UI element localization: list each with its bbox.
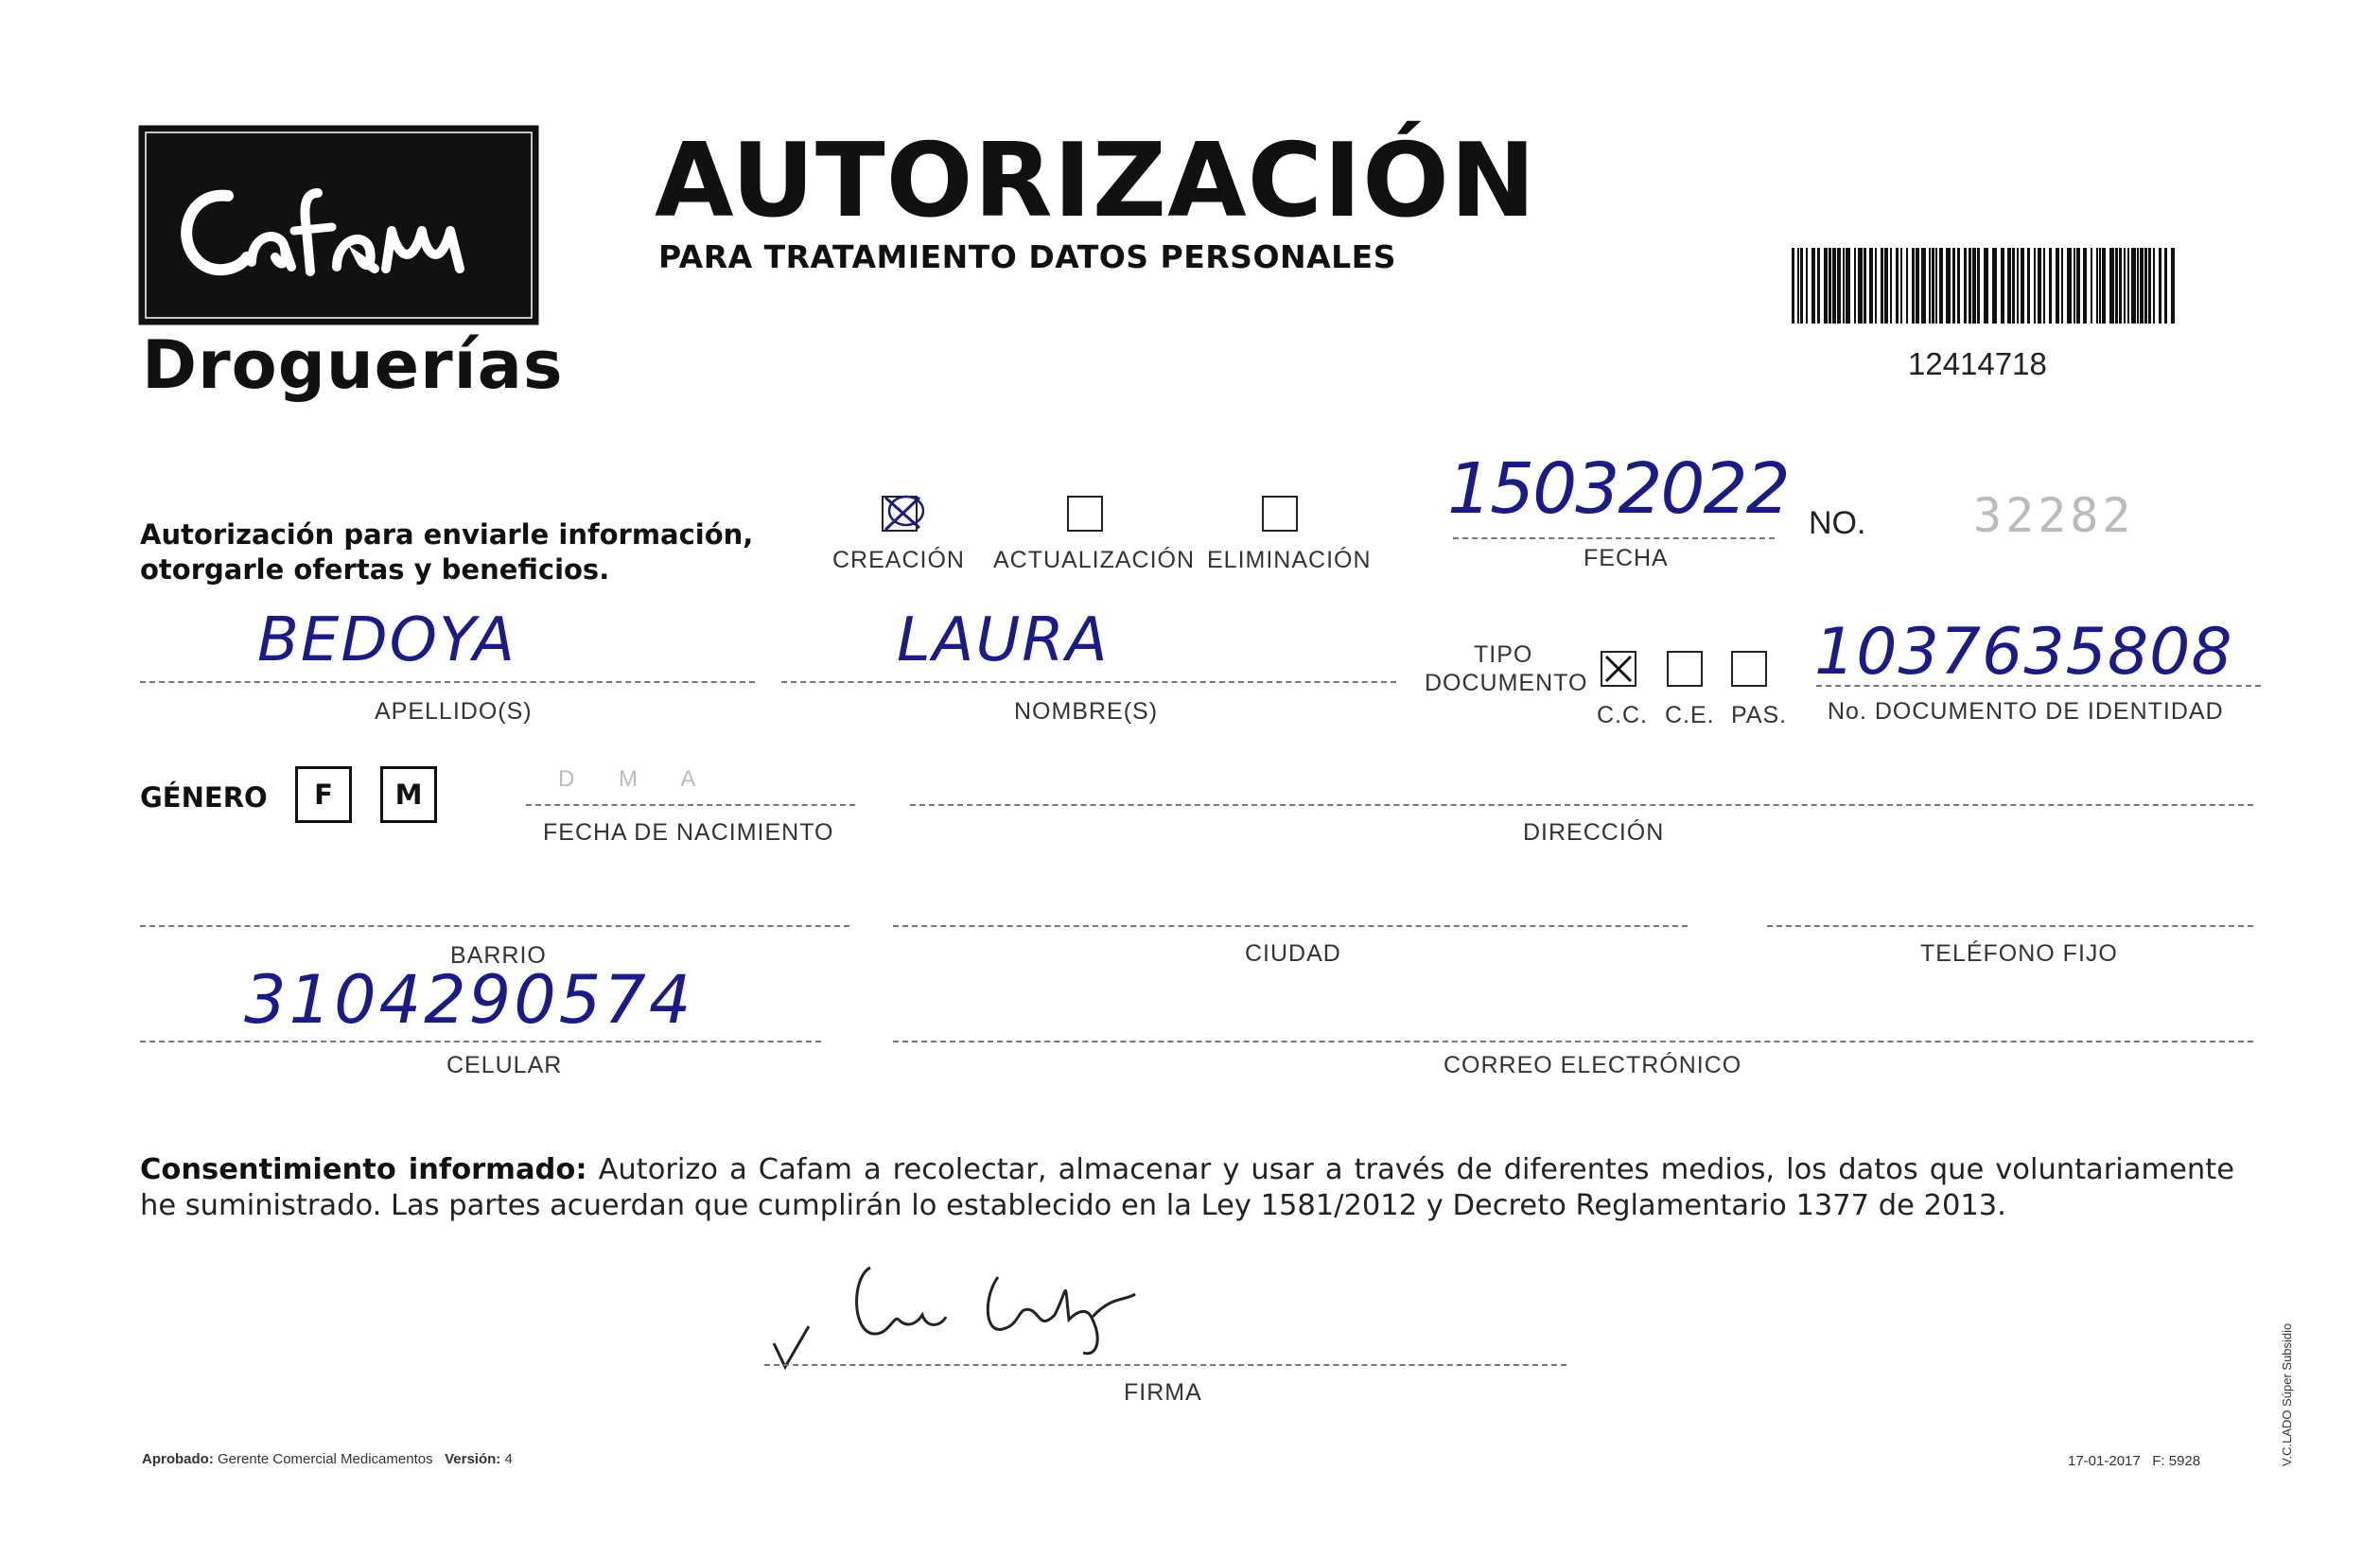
barcode-bar — [1854, 248, 1856, 324]
barcode-bar — [1832, 248, 1836, 324]
barcode-bar — [2096, 248, 2098, 324]
barcode-bar — [2131, 248, 2136, 324]
barcode-bar — [1992, 248, 1997, 324]
barcode-bar — [2043, 248, 2045, 324]
barcode-bar — [1843, 248, 1845, 324]
page-title: AUTORIZACIÓN — [655, 122, 1537, 240]
authorization-text-1: Autorización para enviarle información, — [140, 518, 754, 551]
barcode-bar — [1916, 248, 1919, 324]
tipo-doc-label-1: TIPO — [1474, 641, 1533, 668]
consent-body: Autorizo a Cafam a recolectar, almacenar y usar a través de diferentes medios, los datos que voluntariamente he suministrado. Las partes acuerdan que cumplirán lo establecido en la Ley 1581/2012 y Decreto Reglamentario 1377 de 2013. — [140, 1153, 2234, 1222]
footer-codes — [2068, 1453, 2200, 1469]
firma-line — [764, 1364, 1566, 1366]
barcode-bar — [1811, 248, 1815, 324]
barcode-bar — [2091, 248, 2092, 324]
celular-line — [140, 1041, 821, 1042]
barcode-bar — [1837, 248, 1841, 324]
barcode-bar — [1817, 248, 1820, 324]
barcode-bar — [1929, 248, 1931, 324]
barcode-bar — [2056, 248, 2059, 324]
barcode-bar — [1824, 248, 1828, 324]
genero-label: GÉNERO — [140, 781, 268, 814]
creation-label: CREACIÓN — [832, 547, 965, 573]
ce-checkbox[interactable] — [1667, 651, 1703, 687]
barcode-bar — [2144, 248, 2147, 324]
barcode-bar — [1806, 248, 1808, 324]
ciudad-label: CIUDAD — [1245, 940, 1341, 967]
barcode-bar — [1969, 248, 1971, 324]
barcode-bar — [1964, 248, 1967, 324]
authorization-text-2: otorgarle ofertas y beneficios. — [140, 553, 610, 586]
consent-paragraph — [140, 1152, 2234, 1224]
tipo-doc-label-2: DOCUMENTO — [1425, 670, 1588, 696]
barcode-bar — [1921, 248, 1926, 324]
barcode-bar — [1875, 248, 1877, 324]
documento-label: No. DOCUMENTO DE IDENTIDAD — [1828, 698, 2224, 725]
nombres-label: NOMBRE(S) — [1014, 698, 1159, 725]
fecha-nac-line — [526, 804, 855, 806]
apellidos-line — [140, 681, 755, 683]
numero-label: NO. — [1809, 505, 1866, 541]
barcode-bar — [1912, 248, 1915, 324]
deletion-checkbox[interactable] — [1262, 496, 1298, 532]
barcode-bar — [1900, 248, 1902, 324]
update-label: ACTUALIZACIÓN — [993, 547, 1196, 573]
footer-version-value: 4 — [504, 1451, 513, 1467]
update-checkbox[interactable] — [1067, 496, 1103, 532]
barcode-bar — [2115, 248, 2118, 324]
direccion-line[interactable] — [910, 804, 2253, 806]
cafam-logo-mark — [138, 125, 539, 325]
barrio-label: BARRIO — [450, 942, 547, 969]
nombres-line — [781, 681, 1396, 683]
barcode-bar — [1797, 248, 1799, 324]
footer-approved-label: Aprobado: — [142, 1451, 214, 1467]
barcode-bar — [2102, 248, 2106, 324]
barcode-bar — [2140, 248, 2144, 324]
barcode-bar — [1946, 248, 1951, 324]
apellidos-label: APELLIDO(S) — [375, 698, 533, 725]
footer-date-code: 17-01-2017 — [2068, 1453, 2141, 1469]
consent-heading: Consentimiento informado: — [140, 1153, 587, 1186]
side-text: V.C.LADO Súper Subsidio — [2280, 1322, 2294, 1466]
barcode-bar — [1896, 248, 1899, 324]
barcode-bar — [2034, 248, 2036, 324]
barcode-bar — [1957, 248, 1960, 324]
barcode-bar — [1984, 248, 1988, 324]
barcode-bar — [1972, 248, 1976, 324]
celular-label: CELULAR — [446, 1052, 563, 1078]
barcode-bar — [2159, 248, 2161, 324]
barcode-bar — [2027, 248, 2030, 324]
deletion-label: ELIMINACIÓN — [1207, 547, 1372, 573]
barcode-bar — [1952, 248, 1955, 324]
barcode-bar — [1977, 248, 1980, 324]
signature — [757, 1249, 1230, 1381]
barrio-line[interactable] — [140, 925, 849, 927]
celular-value[interactable]: 3104290574 — [244, 961, 694, 1039]
page-subtitle: PARA TRATAMIENTO DATOS PERSONALES — [658, 238, 1396, 275]
genero-f-box[interactable]: F — [295, 766, 352, 823]
creation-checkbox[interactable] — [882, 496, 918, 532]
telefono-line[interactable] — [1767, 925, 2253, 927]
barcode-bar — [1906, 248, 1908, 324]
barcode-bar — [2061, 248, 2063, 324]
barcode-bar — [2164, 248, 2167, 324]
correo-line[interactable] — [893, 1041, 2253, 1042]
barcode-bar — [2171, 248, 2175, 324]
barcode-bar — [2109, 248, 2114, 324]
firma-label: FIRMA — [1124, 1379, 1202, 1406]
correo-label: CORREO ELECTRÓNICO — [1444, 1052, 1742, 1078]
barcode-bar — [1864, 248, 1866, 324]
barcode-bar — [2099, 248, 2101, 324]
check-mark-icon — [878, 488, 927, 535]
genero-m-box[interactable]: M — [380, 766, 437, 823]
barcode-bar — [2067, 248, 2072, 324]
footer-version-label: Versión: — [445, 1451, 501, 1467]
footer-approved-value: Gerente Comercial Medicamentos — [218, 1451, 433, 1467]
barcode-bar — [2083, 248, 2087, 324]
barcode-bar — [2049, 248, 2052, 324]
fecha-value[interactable]: 15032022 — [1447, 448, 1789, 530]
barcode-bar — [2074, 248, 2075, 324]
pas-checkbox[interactable] — [1731, 651, 1767, 687]
barcode-bar — [1792, 248, 1794, 324]
barcode-bar — [2127, 248, 2129, 324]
fecha-nac-label: FECHA DE NACIMIENTO — [543, 819, 834, 846]
direccion-label: DIRECCIÓN — [1523, 819, 1665, 846]
barcode-bar — [2001, 248, 2004, 324]
barcode-bar — [1846, 248, 1850, 324]
footer-approved — [142, 1451, 513, 1467]
footer-form-code: F: 5928 — [2152, 1453, 2201, 1469]
barcode-bar — [2137, 248, 2139, 324]
barcode-bar — [2017, 248, 2019, 324]
fecha-line — [1453, 537, 1775, 539]
fecha-label: FECHA — [1584, 545, 1669, 571]
barcode-bar — [1829, 248, 1831, 324]
barcode — [1792, 248, 2178, 324]
barcode-bar — [1939, 248, 1943, 324]
numero-value: 32282 — [1973, 488, 2135, 543]
logo-subtitle: Droguerías — [142, 326, 564, 404]
fecha-nac-template: D M A — [558, 766, 696, 792]
barcode-bar — [1890, 248, 1892, 324]
documento-line — [1816, 685, 2261, 687]
barcode-bar — [1884, 248, 1888, 324]
check-mark-icon — [1601, 651, 1636, 687]
cc-checkbox[interactable] — [1601, 651, 1636, 687]
barcode-number: 12414718 — [1908, 346, 2047, 381]
tipo-doc-ce: C.E. — [1665, 702, 1715, 728]
barcode-bar — [1869, 248, 1873, 324]
barcode-bar — [2012, 248, 2015, 324]
barcode-bar — [2124, 248, 2126, 324]
barcode-bar — [1858, 248, 1863, 324]
tipo-doc-pas: PAS. — [1731, 702, 1788, 728]
barcode-bar — [1935, 248, 1937, 324]
barcode-bar — [2153, 248, 2155, 324]
barcode-bar — [2021, 248, 2024, 324]
barcode-bar — [2038, 248, 2041, 324]
tipo-doc-cc: C.C. — [1597, 702, 1648, 728]
telefono-label: TELÉFONO FIJO — [1920, 940, 2118, 967]
barcode-bar — [2119, 248, 2122, 324]
barcode-bar — [1881, 248, 1883, 324]
apellidos-value[interactable]: BEDOYA — [257, 605, 516, 675]
cafam-logo — [138, 125, 539, 325]
barcode-bar — [2007, 248, 2011, 324]
ciudad-line[interactable] — [893, 925, 1688, 927]
documento-value[interactable]: 1037635808 — [1814, 615, 2233, 690]
barcode-bar — [2148, 248, 2151, 324]
barcode-bar — [2076, 248, 2080, 324]
barcode-bar — [1932, 248, 1934, 324]
nombres-value[interactable]: LAURA — [897, 605, 1110, 675]
barcode-bar — [1800, 248, 1803, 324]
